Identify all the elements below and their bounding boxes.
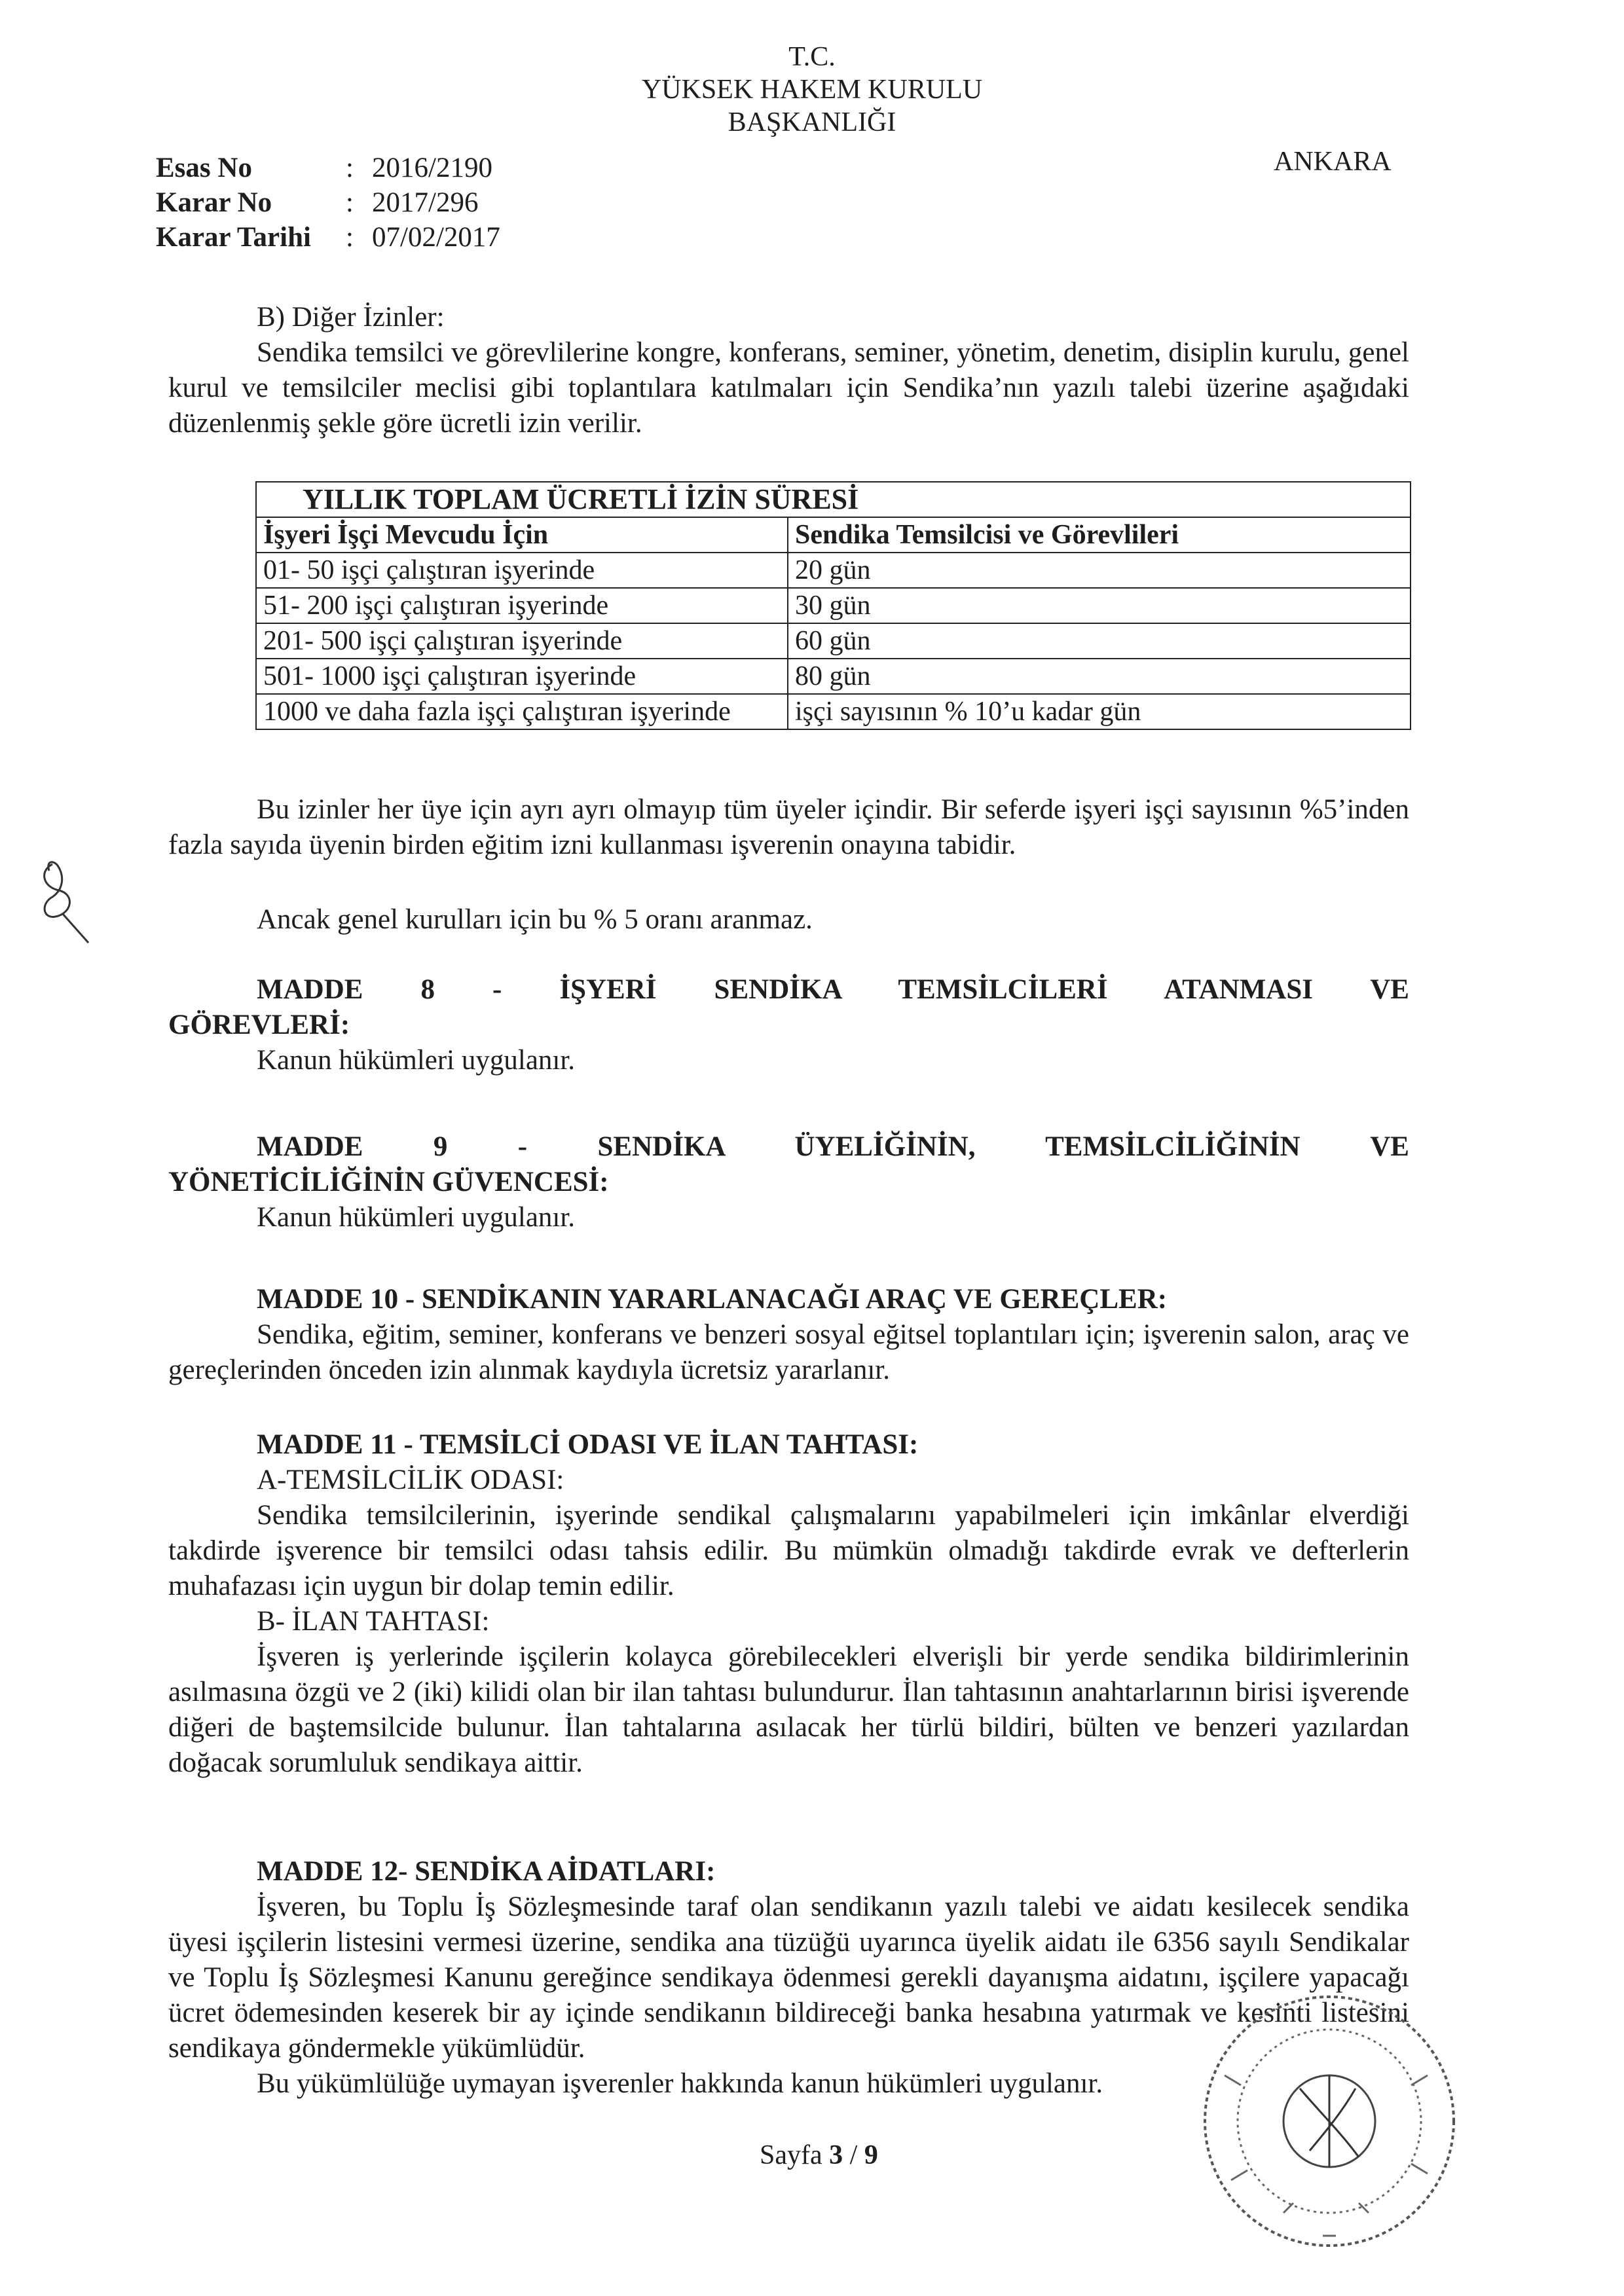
section-b-title: B) Diğer İzinler: [257, 302, 445, 333]
meta-label: Esas No [156, 153, 252, 183]
after-table-paragraph: Bu izinler her üye için ayrı ayrı olmayıp tüm üyeler içindir. Bir seferde işyeri işçi sayısının %5’inden fazla sayıda üyenin birden eğitim izni kullanması işverenin onayına tabidir. [168, 794, 1409, 860]
header-institution: YÜKSEK HAKEM KURULU [641, 75, 983, 105]
official-stamp [1179, 1977, 1480, 2265]
madde-11-body-a: Sendika temsilcilerinin, işyerinde sendikal çalışmalarını yapabilmeleri için imkânlar elverdiği takdirde işverence bir temsilci odası tahsis edilir. Bu mümkün olmadığı takdirde evrak ve defterlerin muhafazası için uygun bir dolap temin edilir. [168, 1500, 1409, 1601]
madde-12-body: İşveren, bu Toplu İş Sözleşmesinde taraf olan sendikanın yazılı talebi ve aidatı kesilecek sendika üyesi işçilerin listesini vermesi üzerine, sendika ana tüzüğü uyarınca üyelik aidatı ile 6356 sayılı Sendikalar ve Toplu İş Sözleşmesi Kanunu gereğince sendikaya ödenmesi gerekli dayanışma aidatını, işçilere yapacağı ücret ödemesinden keserek bir ay içinde sendikanın bildireceği banka hesabına yatırmak ve kesinti listesini sendikaya göndermekle yükümlüdür. [168, 1891, 1409, 2064]
madde-8-heading: MADDE 8 - İŞYERİ SENDİKA TEMSİLCİLERİ ATANMASI VE [257, 974, 1409, 1005]
madde-10-heading: MADDE 10 - SENDİKANIN YARARLANACAĞI ARAÇ VE GEREÇLER: [257, 1284, 1168, 1315]
table-row [256, 553, 1411, 588]
signature-mark [26, 851, 105, 962]
after-table-note: Ancak genel kurulları için bu % 5 oranı aranmaz. [257, 904, 813, 935]
page-number-current: 3 [829, 2140, 843, 2170]
madde-8-heading-cont: GÖREVLERİ: [168, 1010, 350, 1040]
table-cell-workplace: 01- 50 işçi çalıştıran işyerinde [256, 553, 788, 588]
table-cell-workplace: 201- 500 işçi çalıştıran işyerinde [256, 623, 788, 659]
meta-label: Karar Tarihi [156, 222, 311, 253]
meta-label: Karar No [156, 187, 272, 218]
madde-9-body: Kanun hükümleri uygulanır. [257, 1202, 576, 1233]
madde-12-closing: Bu yükümlülüğe uymayan işverenler hakkında kanun hükümleri uygulanır. [257, 2068, 1103, 2099]
madde-11-body-b: İşveren iş yerlerinde işçilerin kolayca görebilecekleri elverişli bir yerde sendika bildirimlerinin asılmasına özgü ve 2 (iki) kilidi olan bir ilan tahtası bulundurur. İlan tahtasının anahtarlarının birisi işverende diğeri de baştemsilcide bulunur. İlan tahtalarına asılacak her türlü bildiri, bülten ve benzeri yazılardan doğacak sorumluluk sendikaya aittir. [168, 1641, 1409, 1778]
paid-leave-table [255, 481, 1411, 730]
meta-karar-no [156, 185, 500, 220]
page-number [760, 2140, 878, 2171]
table-row [256, 588, 1411, 623]
page-number-prefix: Sayfa [760, 2140, 822, 2170]
madde-10-body: Sendika, eğitim, seminer, konferans ve benzeri sosyal eğitsel toplantıları için; işverenin salon, araç ve gereçlerinden önceden izin alınmak kaydıyla ücretsiz yararlanır. [168, 1319, 1409, 1385]
header-tc: T.C. [788, 42, 836, 72]
section-b-paragraph: Sendika temsilci ve görevlilerine kongre, konferans, seminer, yönetim, denetim, disiplin kurulu, genel kurul ve temsilciler meclisi gibi toplantılara katılmaları için Sendika’nın yazılı talebi üzerine aşağıdaki düzenlenmiş şekle göre ücretli izin verilir. [168, 337, 1409, 439]
madde-9-heading-cont: YÖNETİCİLİĞİNİN GÜVENCESİ: [168, 1167, 609, 1197]
table-cell-workplace: 51- 200 işçi çalıştıran işyerinde [256, 588, 788, 623]
table-cell-days: 60 gün [788, 623, 1411, 659]
page-number-total: 9 [864, 2140, 878, 2170]
table-row [256, 694, 1411, 729]
meta-colon: : [346, 187, 354, 218]
madde-11-heading: MADDE 11 - TEMSİLCİ ODASI VE İLAN TAHTASI: [257, 1429, 919, 1460]
table-cell-workplace: 501- 1000 işçi çalıştıran işyerinde [256, 659, 788, 694]
meta-colon: : [346, 153, 354, 183]
meta-value: 2016/2190 [372, 153, 492, 183]
meta-karar-tarihi [156, 220, 500, 255]
meta-value: 07/02/2017 [372, 222, 500, 253]
table-header-days: Sendika Temsilcisi ve Görevlileri [788, 517, 1411, 553]
madde-12-heading: MADDE 12- SENDİKA AİDATLARI: [257, 1856, 716, 1887]
madde-11-sub-b: B- İLAN TAHTASI: [257, 1606, 490, 1637]
header-city: ANKARA [1274, 147, 1392, 177]
table-cell-workplace: 1000 ve daha fazla işçi çalıştıran işyerinde [256, 694, 788, 729]
header-presidency: BAŞKANLIĞI [728, 107, 896, 137]
madde-9-heading: MADDE 9 - SENDİKA ÜYELİĞİNİN, TEMSİLCİLİĞİNİN VE [257, 1131, 1409, 1162]
meta-esas-no [156, 151, 500, 185]
table-header-workplace: İşyeri İşçi Mevcudu İçin [256, 517, 788, 553]
table-cell-days: 80 gün [788, 659, 1411, 694]
table-cell-days: işçi sayısının % 10’u kadar gün [788, 694, 1411, 729]
madde-11-sub-a: A-TEMSİLCİLİK ODASI: [257, 1465, 564, 1495]
table-title: YILLIK TOPLAM ÜCRETLİ İZİN SÜRESİ [256, 482, 1411, 517]
meta-colon: : [346, 222, 354, 253]
madde-8-body: Kanun hükümleri uygulanır. [257, 1045, 576, 1076]
case-metadata [156, 151, 500, 255]
table-cell-days: 20 gün [788, 553, 1411, 588]
meta-value: 2017/296 [372, 187, 479, 218]
table-row [256, 659, 1411, 694]
page-number-separator: / [849, 2140, 858, 2170]
table-cell-days: 30 gün [788, 588, 1411, 623]
table-row [256, 623, 1411, 659]
